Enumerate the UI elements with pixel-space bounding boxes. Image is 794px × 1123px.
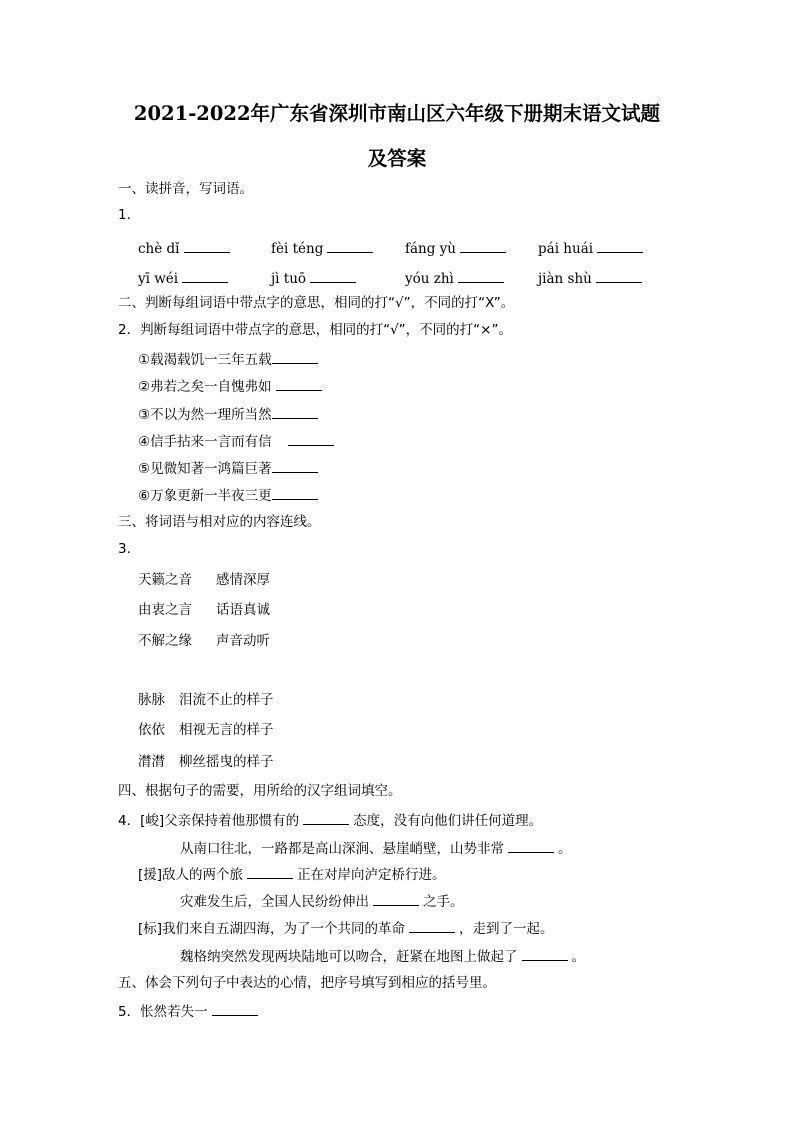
answer-blank <box>272 458 318 473</box>
answer-blank <box>247 864 293 879</box>
match-right: 话语真诚 <box>216 602 270 618</box>
match-right: 泪流不止的样子 <box>179 692 274 708</box>
answer-blank <box>272 349 318 364</box>
match-left: 天籁之音 <box>138 572 192 588</box>
judge-item <box>138 349 322 369</box>
answer-blank <box>460 238 506 253</box>
pinyin: jiàn shù <box>538 271 592 287</box>
item-text: ⑥万象更新一半夜三更 <box>138 488 272 504</box>
section1-heading: 一、读拼音，写词语。 <box>118 181 253 197</box>
judge-item <box>138 376 326 396</box>
pinyin: chè dǐ <box>138 241 180 257</box>
answer-blank <box>182 268 228 283</box>
match-left: 潸潸 <box>138 754 165 770</box>
answer-blank <box>303 810 349 825</box>
doc-title: 2021-2022年广东省深圳市南山区六年级下册期末语文试题 <box>133 102 661 125</box>
fill-line <box>180 838 572 858</box>
section4-heading: 四、根据句子的需要，用所给的汉字组词填空。 <box>118 783 402 799</box>
answer-blank <box>272 404 318 419</box>
pinyin: yóu zhì <box>405 271 454 287</box>
question-number: 3. <box>118 541 131 557</box>
pinyin-item <box>271 268 360 288</box>
answer-blank <box>310 268 356 283</box>
match-left: 由衷之言 <box>138 602 192 618</box>
answer-blank <box>409 918 455 933</box>
text: 。 <box>571 949 585 965</box>
pinyin: jì tuō <box>271 271 307 287</box>
item-text: ⑤见微知著一鸿篇巨著 <box>138 461 272 477</box>
pinyin: pái huái <box>538 241 594 257</box>
pinyin-item <box>538 268 646 288</box>
answer-blank <box>458 268 504 283</box>
match-right: 相视无言的样子 <box>179 722 274 738</box>
answer-blank <box>212 1001 258 1016</box>
match-left: 脉脉 <box>138 692 165 708</box>
answer-blank <box>373 891 419 906</box>
answer-blank <box>327 238 373 253</box>
text: 灾难发生后，全国人民纷纷伸出 <box>180 894 369 910</box>
fill-line <box>118 810 542 830</box>
fill-line <box>180 946 585 966</box>
answer-blank <box>288 431 334 446</box>
item-text: ②弗若之矣一自愧弗如 <box>138 379 272 395</box>
section3-heading: 三、将词语与相对应的内容连线。 <box>118 514 321 530</box>
text: 5．怅然若失一 <box>118 1004 208 1020</box>
answer-blank <box>597 238 643 253</box>
text: 之手。 <box>423 894 464 910</box>
item-text: ④信手拈来一言而有信 <box>138 434 272 450</box>
fill-line <box>138 864 446 884</box>
match-right: 声音动听 <box>216 633 270 649</box>
fill-line <box>180 891 464 911</box>
judge-item <box>138 431 338 451</box>
answer-blank <box>596 268 642 283</box>
item-text: ③不以为然一理所当然 <box>138 407 272 423</box>
pinyin-item <box>271 238 377 258</box>
answer-blank <box>184 238 230 253</box>
text: [标]我们来自五湖四海，为了一个共同的革命 <box>138 921 406 937</box>
judge-item <box>138 458 322 478</box>
answer-blank <box>508 838 554 853</box>
question-5 <box>118 1001 262 1021</box>
text: ，走到了一起。 <box>459 921 554 937</box>
answer-blank <box>522 946 568 961</box>
question-2: 2．判断每组词语中带点字的意思，相同的打“√”，不同的打“×”。 <box>118 322 512 338</box>
text: 正在对岸向泸定桥行进。 <box>297 867 446 883</box>
doc-title-cont: 及答案 <box>367 147 427 170</box>
match-right: 柳丝摇曳的样子 <box>179 754 274 770</box>
pinyin-item <box>138 268 232 288</box>
text: 魏格纳突然发现两块陆地可以吻合，赶紧在地图上做起了 <box>180 949 518 965</box>
text: 。 <box>558 841 572 857</box>
match-right: 感情深厚 <box>216 572 270 588</box>
judge-item <box>138 404 322 424</box>
answer-blank <box>272 485 318 500</box>
judge-item <box>138 485 322 505</box>
text: 4．[峻]父亲保持着他那惯有的 <box>118 813 300 829</box>
text: 态度，没有向他们讲任何道理。 <box>353 813 543 829</box>
pinyin: yī wéi <box>138 271 179 287</box>
pinyin: fáng yù <box>405 241 456 257</box>
pinyin-item <box>405 268 508 288</box>
match-left: 不解之缘 <box>138 633 192 649</box>
pinyin-item <box>138 238 234 258</box>
match-left: 依依 <box>138 722 165 738</box>
pinyin: fèi téng <box>271 241 324 257</box>
section2-heading: 二、判断每组词语中带点字的意思，相同的打“√”，不同的打“X”。 <box>118 295 515 311</box>
pinyin-item <box>538 238 647 258</box>
item-text: ①载渴载饥一三年五载 <box>138 352 272 368</box>
text: [援]敌人的两个旅 <box>138 867 244 883</box>
pinyin-item <box>405 238 510 258</box>
question-number: 1. <box>118 207 131 223</box>
fill-line <box>138 918 554 938</box>
answer-blank <box>276 376 322 391</box>
section5-heading: 五、体会下列句子中表达的心情，把序号填写到相应的括号里。 <box>118 975 496 991</box>
text: 从南口往北，一路都是高山深涧、悬崖峭壁，山势非常 <box>180 841 504 857</box>
